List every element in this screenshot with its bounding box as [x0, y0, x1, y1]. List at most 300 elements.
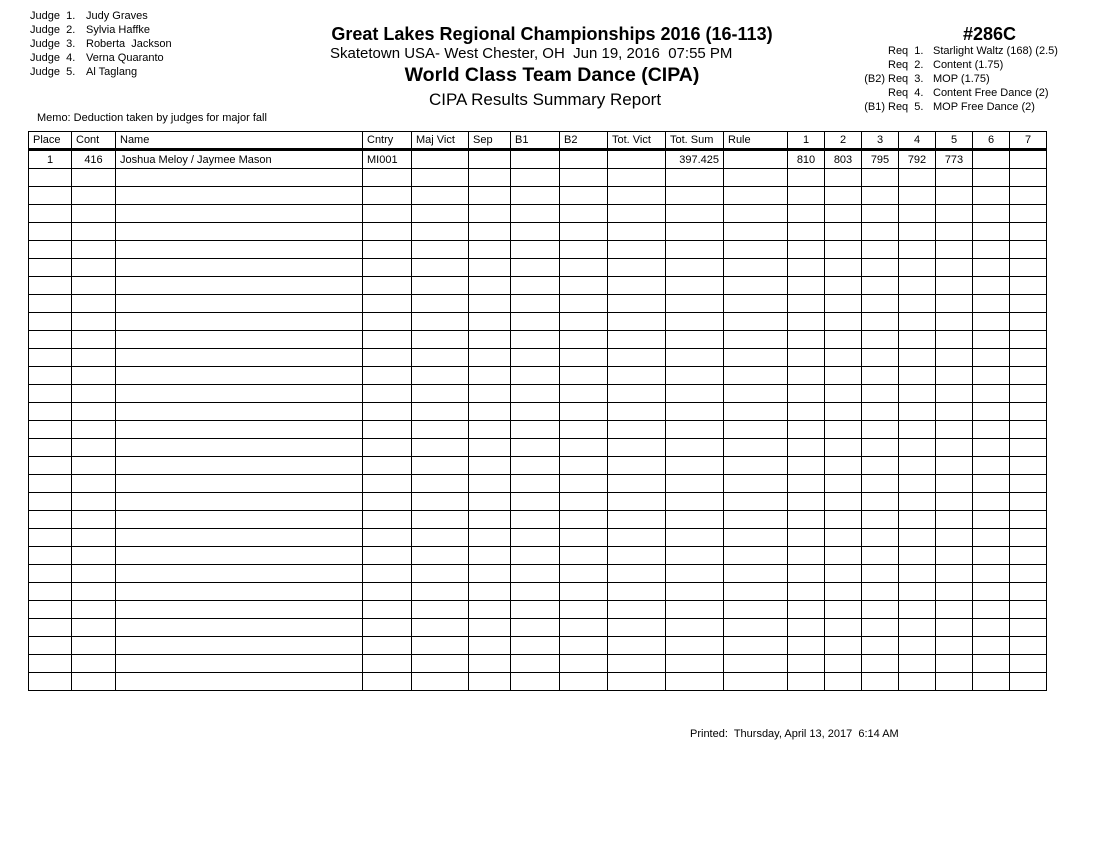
empty-cell [666, 511, 724, 529]
table-row-empty [29, 313, 1047, 331]
col-name: Name [116, 132, 363, 150]
empty-cell [1010, 403, 1047, 421]
empty-cell [469, 403, 511, 421]
empty-cell [560, 421, 608, 439]
empty-cell [469, 511, 511, 529]
empty-cell [469, 601, 511, 619]
empty-cell [363, 367, 412, 385]
empty-cell [363, 583, 412, 601]
empty-cell [862, 655, 899, 673]
empty-cell [608, 295, 666, 313]
empty-cell [1010, 187, 1047, 205]
requirement-1 [858, 44, 1058, 58]
empty-cell [608, 421, 666, 439]
empty-cell [724, 475, 788, 493]
empty-cell [560, 403, 608, 421]
col-b2: B2 [560, 132, 608, 150]
empty-cell [29, 223, 72, 241]
empty-cell [724, 349, 788, 367]
empty-cell [469, 421, 511, 439]
empty-cell [724, 493, 788, 511]
empty-cell [412, 169, 469, 187]
empty-cell [825, 241, 862, 259]
empty-cell [1010, 259, 1047, 277]
empty-cell [363, 637, 412, 655]
empty-cell [936, 385, 973, 403]
empty-cell [363, 349, 412, 367]
judge-label: Judge 3. [30, 38, 76, 50]
col-judge-1: 1 [788, 132, 825, 150]
empty-cell [1010, 601, 1047, 619]
location-date: Skatetown USA- West Chester, OH Jun 19, 2016 07:55 PM [330, 45, 733, 62]
judge-name: Roberta Jackson [86, 38, 172, 50]
empty-cell [560, 547, 608, 565]
empty-cell [899, 493, 936, 511]
empty-cell [72, 403, 116, 421]
empty-cell [116, 637, 363, 655]
empty-cell [936, 475, 973, 493]
empty-cell [116, 529, 363, 547]
empty-cell [899, 295, 936, 313]
empty-cell [936, 259, 973, 277]
empty-cell [608, 619, 666, 637]
empty-cell [825, 367, 862, 385]
empty-cell [469, 367, 511, 385]
empty-cell [412, 241, 469, 259]
empty-cell [788, 331, 825, 349]
empty-cell [511, 583, 560, 601]
empty-cell [788, 313, 825, 331]
empty-cell [666, 601, 724, 619]
empty-cell [666, 565, 724, 583]
col-rule: Rule [724, 132, 788, 150]
empty-cell [788, 637, 825, 655]
empty-cell [825, 331, 862, 349]
empty-cell [936, 187, 973, 205]
empty-cell [1010, 583, 1047, 601]
empty-cell [862, 529, 899, 547]
empty-cell [412, 655, 469, 673]
empty-cell [72, 565, 116, 583]
empty-cell [899, 565, 936, 583]
empty-cell [412, 619, 469, 637]
empty-cell [973, 223, 1010, 241]
empty-cell [666, 205, 724, 223]
empty-cell [363, 529, 412, 547]
empty-cell [899, 169, 936, 187]
empty-cell [72, 457, 116, 475]
empty-cell [608, 205, 666, 223]
empty-cell [363, 205, 412, 223]
empty-cell [412, 673, 469, 691]
empty-cell [72, 475, 116, 493]
empty-cell [608, 583, 666, 601]
empty-cell [973, 565, 1010, 583]
empty-cell [29, 601, 72, 619]
empty-cell [936, 565, 973, 583]
empty-cell [608, 367, 666, 385]
empty-cell [608, 349, 666, 367]
empty-cell [666, 457, 724, 475]
empty-cell [469, 349, 511, 367]
req-label: Req 4. [888, 87, 924, 99]
empty-cell [116, 493, 363, 511]
empty-cell [560, 385, 608, 403]
empty-cell [469, 619, 511, 637]
empty-cell [862, 169, 899, 187]
empty-cell [825, 493, 862, 511]
empty-cell [862, 439, 899, 457]
empty-cell [72, 205, 116, 223]
empty-cell [899, 637, 936, 655]
empty-cell [511, 313, 560, 331]
empty-cell [899, 277, 936, 295]
empty-cell [1010, 421, 1047, 439]
empty-cell [72, 439, 116, 457]
table-row-empty [29, 457, 1047, 475]
empty-cell [511, 241, 560, 259]
empty-cell [363, 331, 412, 349]
empty-cell [724, 205, 788, 223]
empty-cell [72, 223, 116, 241]
empty-cell [899, 655, 936, 673]
req-tag: (B2) [864, 73, 885, 85]
empty-cell [1010, 295, 1047, 313]
empty-cell [608, 457, 666, 475]
empty-cell [666, 187, 724, 205]
empty-cell [899, 439, 936, 457]
empty-cell [469, 385, 511, 403]
empty-cell [1010, 367, 1047, 385]
empty-cell [825, 601, 862, 619]
empty-cell [936, 331, 973, 349]
empty-cell [973, 259, 1010, 277]
empty-cell [788, 277, 825, 295]
empty-cell [363, 475, 412, 493]
cell-tot-sum: 397.425 [666, 150, 724, 169]
empty-cell [666, 673, 724, 691]
empty-cell [116, 295, 363, 313]
empty-cell [825, 313, 862, 331]
col-judge-2: 2 [825, 132, 862, 150]
req-label: Req 2. [888, 59, 924, 71]
table-row-empty [29, 241, 1047, 259]
empty-cell [412, 493, 469, 511]
empty-cell [29, 205, 72, 223]
empty-cell [936, 223, 973, 241]
empty-cell [116, 601, 363, 619]
empty-cell [560, 475, 608, 493]
empty-cell [363, 511, 412, 529]
empty-cell [412, 259, 469, 277]
empty-cell [511, 223, 560, 241]
empty-cell [666, 529, 724, 547]
empty-cell [560, 565, 608, 583]
printed-timestamp: Printed: Thursday, April 13, 2017 6:14 AM [690, 728, 899, 740]
empty-cell [936, 421, 973, 439]
empty-cell [469, 205, 511, 223]
table-row-empty [29, 529, 1047, 547]
empty-cell [788, 673, 825, 691]
empty-cell [469, 547, 511, 565]
empty-cell [511, 169, 560, 187]
empty-cell [973, 457, 1010, 475]
empty-cell [788, 511, 825, 529]
col-tot-vict: Tot. Vict [608, 132, 666, 150]
empty-cell [899, 457, 936, 475]
empty-cell [511, 637, 560, 655]
col-cont: Cont [72, 132, 116, 150]
empty-cell [862, 277, 899, 295]
empty-cell [724, 547, 788, 565]
empty-cell [1010, 349, 1047, 367]
empty-cell [862, 259, 899, 277]
empty-cell [936, 295, 973, 313]
empty-cell [666, 421, 724, 439]
empty-cell [825, 385, 862, 403]
empty-cell [825, 565, 862, 583]
table-row-empty [29, 385, 1047, 403]
table-row-empty [29, 439, 1047, 457]
requirement-2 [858, 58, 1058, 72]
empty-cell [666, 439, 724, 457]
empty-cell [973, 493, 1010, 511]
empty-cell [560, 511, 608, 529]
empty-cell [788, 457, 825, 475]
empty-cell [899, 601, 936, 619]
judge-name: Al Taglang [86, 66, 138, 78]
empty-cell [560, 295, 608, 313]
col-judge-4: 4 [899, 132, 936, 150]
empty-cell [825, 223, 862, 241]
empty-cell [788, 367, 825, 385]
empty-cell [973, 529, 1010, 547]
empty-cell [560, 331, 608, 349]
empty-cell [72, 673, 116, 691]
empty-cell [825, 205, 862, 223]
empty-cell [936, 583, 973, 601]
empty-cell [116, 385, 363, 403]
empty-cell [29, 493, 72, 511]
empty-cell [936, 637, 973, 655]
req-tag: (B1) [864, 101, 885, 113]
empty-cell [788, 655, 825, 673]
empty-cell [899, 547, 936, 565]
empty-cell [788, 547, 825, 565]
empty-cell [862, 619, 899, 637]
empty-cell [899, 529, 936, 547]
empty-cell [862, 223, 899, 241]
table-row-empty [29, 493, 1047, 511]
empty-cell [936, 673, 973, 691]
empty-cell [560, 349, 608, 367]
empty-cell [363, 187, 412, 205]
judge-label: Judge 2. [30, 24, 76, 36]
empty-cell [560, 241, 608, 259]
empty-cell [666, 475, 724, 493]
empty-cell [899, 259, 936, 277]
empty-cell [1010, 439, 1047, 457]
empty-cell [511, 601, 560, 619]
empty-cell [560, 619, 608, 637]
empty-cell [862, 673, 899, 691]
empty-cell [788, 295, 825, 313]
empty-cell [788, 169, 825, 187]
empty-cell [608, 439, 666, 457]
empty-cell [412, 349, 469, 367]
empty-cell [29, 187, 72, 205]
empty-cell [1010, 385, 1047, 403]
empty-cell [29, 277, 72, 295]
empty-cell [608, 403, 666, 421]
empty-cell [666, 349, 724, 367]
empty-cell [560, 205, 608, 223]
empty-cell [560, 169, 608, 187]
empty-cell [29, 547, 72, 565]
empty-cell [72, 547, 116, 565]
empty-cell [412, 457, 469, 475]
empty-cell [469, 475, 511, 493]
judge-1 [30, 9, 172, 23]
empty-cell [560, 457, 608, 475]
empty-cell [560, 367, 608, 385]
empty-cell [363, 673, 412, 691]
empty-cell [825, 277, 862, 295]
col-b1: B1 [511, 132, 560, 150]
table-row-empty [29, 637, 1047, 655]
cell-judge-4: 792 [899, 150, 936, 169]
empty-cell [666, 313, 724, 331]
table-row-empty [29, 601, 1047, 619]
cell-rule [724, 150, 788, 169]
empty-cell [29, 295, 72, 313]
empty-cell [724, 241, 788, 259]
empty-cell [511, 403, 560, 421]
empty-cell [116, 205, 363, 223]
judge-4 [30, 51, 172, 65]
empty-cell [29, 619, 72, 637]
empty-cell [560, 493, 608, 511]
col-judge-6: 6 [973, 132, 1010, 150]
empty-cell [666, 547, 724, 565]
empty-cell [862, 475, 899, 493]
empty-cell [1010, 277, 1047, 295]
results-table [28, 131, 1047, 691]
empty-cell [608, 277, 666, 295]
empty-cell [608, 385, 666, 403]
empty-cell [363, 223, 412, 241]
empty-cell [936, 511, 973, 529]
empty-cell [72, 259, 116, 277]
empty-cell [116, 547, 363, 565]
empty-cell [116, 421, 363, 439]
req-text: Starlight Waltz (168) (2.5) [933, 45, 1058, 57]
empty-cell [412, 223, 469, 241]
empty-cell [511, 619, 560, 637]
col-judge-7: 7 [1010, 132, 1047, 150]
empty-cell [825, 547, 862, 565]
empty-cell [469, 241, 511, 259]
empty-cell [363, 385, 412, 403]
empty-cell [511, 529, 560, 547]
empty-cell [560, 637, 608, 655]
empty-cell [862, 385, 899, 403]
empty-cell [72, 637, 116, 655]
empty-cell [363, 169, 412, 187]
empty-cell [788, 493, 825, 511]
empty-cell [724, 601, 788, 619]
empty-cell [72, 529, 116, 547]
empty-cell [825, 295, 862, 313]
empty-cell [412, 529, 469, 547]
empty-cell [862, 421, 899, 439]
empty-cell [608, 673, 666, 691]
empty-cell [29, 367, 72, 385]
empty-cell [608, 259, 666, 277]
competition-title [0, 24, 1100, 45]
empty-cell [560, 313, 608, 331]
empty-cell [825, 655, 862, 673]
cell-maj-vict [412, 150, 469, 169]
table-row-empty [29, 187, 1047, 205]
empty-cell [412, 367, 469, 385]
empty-cell [608, 511, 666, 529]
empty-cell [116, 331, 363, 349]
empty-cell [469, 259, 511, 277]
empty-cell [825, 619, 862, 637]
empty-cell [363, 241, 412, 259]
empty-cell [724, 529, 788, 547]
empty-cell [116, 475, 363, 493]
cell-judge-5: 773 [936, 150, 973, 169]
empty-cell [363, 601, 412, 619]
empty-cell [666, 295, 724, 313]
empty-cell [608, 655, 666, 673]
empty-cell [412, 583, 469, 601]
empty-cell [511, 295, 560, 313]
empty-cell [666, 403, 724, 421]
req-tag [858, 86, 888, 100]
empty-cell [511, 457, 560, 475]
cell-sep [469, 150, 511, 169]
empty-cell [1010, 493, 1047, 511]
empty-cell [973, 583, 1010, 601]
cell-judge-6 [973, 150, 1010, 169]
empty-cell [1010, 223, 1047, 241]
empty-cell [469, 295, 511, 313]
requirement-3 [858, 72, 1058, 86]
empty-cell [936, 439, 973, 457]
empty-cell [511, 439, 560, 457]
empty-cell [788, 259, 825, 277]
empty-cell [936, 457, 973, 475]
empty-cell [511, 349, 560, 367]
empty-cell [936, 403, 973, 421]
empty-cell [412, 313, 469, 331]
empty-cell [29, 259, 72, 277]
requirement-4 [858, 86, 1058, 100]
cell-tot-vict [608, 150, 666, 169]
empty-cell [363, 259, 412, 277]
empty-cell [862, 583, 899, 601]
empty-cell [724, 187, 788, 205]
empty-cell [363, 277, 412, 295]
empty-cell [363, 439, 412, 457]
empty-cell [862, 547, 899, 565]
empty-cell [936, 349, 973, 367]
empty-cell [666, 637, 724, 655]
empty-cell [72, 583, 116, 601]
